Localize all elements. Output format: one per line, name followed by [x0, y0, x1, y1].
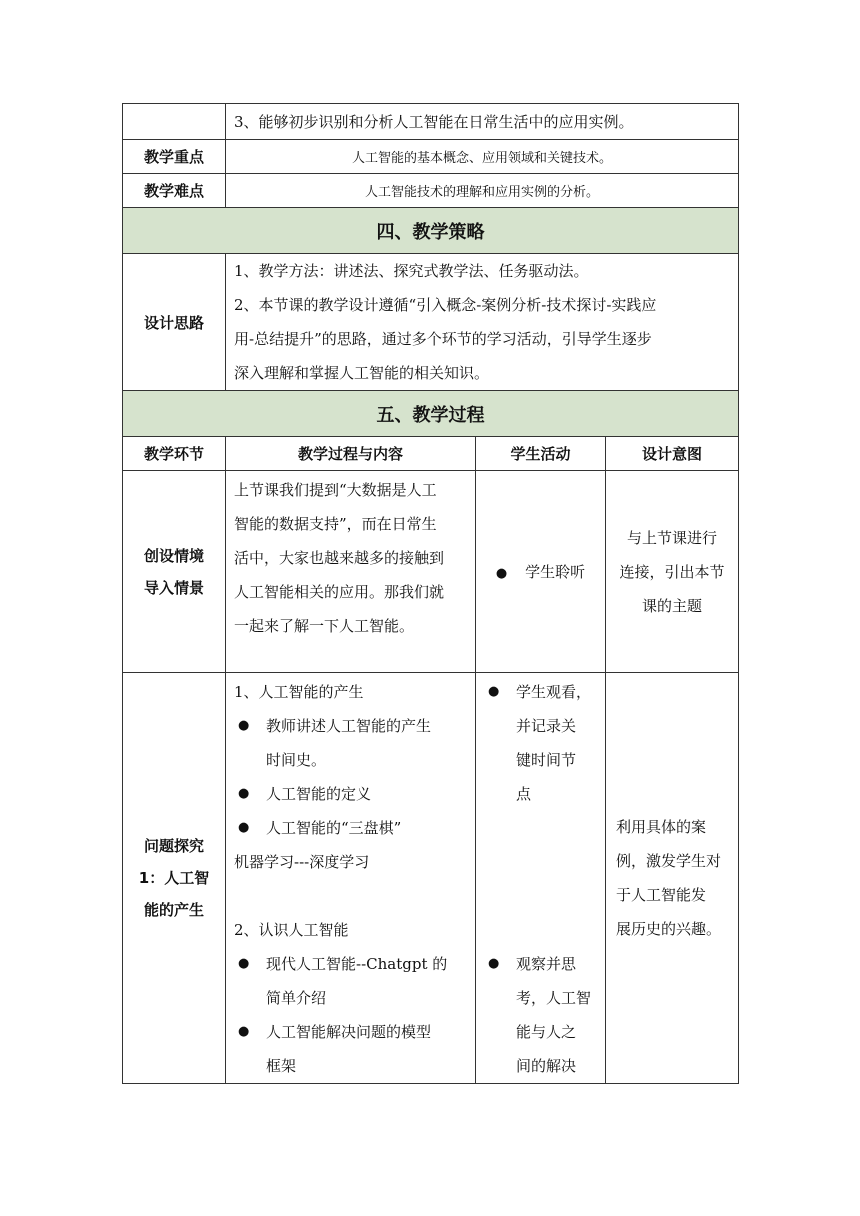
- process-row-intro: [123, 471, 739, 673]
- explore-stage-line-3: 能的产生: [143, 901, 204, 919]
- explore-bullet-1: [234, 709, 469, 777]
- difficulties-value: 人工智能技术的理解和应用实例的分析。: [226, 174, 739, 208]
- explore-content-cell: [226, 673, 476, 1084]
- explore-content-line-ml: 机器学习---深度学习: [234, 853, 370, 871]
- explore-bullet-5: [234, 1015, 469, 1083]
- explore-bullet-5-line-1: ● 人工智能解决问题的模型: [266, 1023, 432, 1041]
- explore-stage-line-2: 1：人工智: [138, 869, 210, 887]
- design-rationale-label: 设计思路: [123, 254, 226, 391]
- spacer: [234, 879, 469, 913]
- intro-stage-line-1: 创设情境: [143, 546, 204, 565]
- rationale-line-2: 2、本节课的教学设计遵循“引入概念-案例分析-技术探讨-实践应: [234, 296, 657, 314]
- explore-bullet-5-line-2: 框架: [266, 1057, 297, 1075]
- explore-activity-2-line-1: ● 观察并思: [516, 955, 577, 973]
- explore-bullet-3: ● 人工智能的“三盘棋”: [234, 811, 469, 845]
- explore-bullet-2: ● 人工智能的定义: [234, 777, 469, 811]
- intro-stage-line-2: 导入情景: [143, 578, 204, 597]
- design-rationale-content: [226, 254, 739, 391]
- explore-activity-1-line-3: 键时间节: [516, 751, 577, 769]
- explore-bullet-4: [234, 947, 469, 1015]
- key-points-row: [123, 140, 739, 174]
- explore-activity-1-line-4: 点: [516, 785, 532, 803]
- rationale-line-3: 用-总结提升”的思路，通过多个环节的学习活动，引导学生逐步: [234, 330, 652, 348]
- intro-content-line-4: 人工智能相关的应用。那我们就: [234, 583, 445, 601]
- intro-activity-cell: [476, 471, 606, 673]
- key-points-label: 教学重点: [123, 140, 226, 174]
- lesson-plan-table: [122, 103, 739, 1084]
- explore-content-heading-1: 1、人工智能的产生: [234, 683, 364, 701]
- objectives-row: [123, 104, 739, 140]
- explore-activity-1: [484, 675, 599, 811]
- explore-intent-line-1: 利用具体的案: [616, 818, 707, 836]
- header-stage: 教学环节: [123, 437, 226, 471]
- explore-stage-cell: [123, 673, 226, 1084]
- rationale-line-4: 深入理解和掌握人工智能的相关知识。: [234, 364, 490, 382]
- intro-intent-line-1: 与上节课进行: [627, 528, 718, 547]
- intro-intent-line-2: 连接，引出本节: [619, 562, 725, 581]
- intro-content-cell: [226, 471, 476, 673]
- intro-content-line-5: 一起来了解一下人工智能。: [234, 617, 415, 635]
- header-intent: 设计意图: [606, 437, 739, 471]
- explore-activity-2: [484, 947, 599, 1083]
- intro-content-line-1: 上节课我们提到“大数据是人工: [234, 481, 437, 499]
- explore-bullet-4-line-1: ● 现代人工智能--Chatgpt 的: [266, 955, 448, 973]
- process-column-headers: [123, 437, 739, 471]
- intro-intent-line-3: 课的主题: [642, 596, 703, 615]
- explore-bullet-1-line-1: ● 教师讲述人工智能的产生: [266, 717, 432, 735]
- explore-activity-cell: [476, 673, 606, 1084]
- section4-title: 四、教学策略: [123, 208, 739, 254]
- design-rationale-row: [123, 254, 739, 391]
- explore-activity-2-line-4: 间的解决: [516, 1057, 577, 1075]
- section4-header-row: [123, 208, 739, 254]
- explore-stage-line-1: 问题探究: [143, 837, 204, 855]
- explore-intent-line-2: 例，激发学生对: [616, 852, 722, 870]
- explore-content-heading-2: 2、认识人工智能: [234, 921, 349, 939]
- spacer: [484, 811, 599, 947]
- explore-intent-cell: [606, 673, 739, 1084]
- objectives-label-cell: [123, 104, 226, 140]
- explore-activity-1-line-1: ● 学生观看，: [516, 683, 592, 701]
- explore-intent-line-3: 于人工智能发: [616, 886, 707, 904]
- intro-activity: ● 学生聆听: [476, 561, 605, 582]
- key-points-value: 人工智能的基本概念、应用领域和关键技术。: [226, 140, 739, 174]
- header-activity: 学生活动: [476, 437, 606, 471]
- difficulties-label: 教学难点: [123, 174, 226, 208]
- intro-stage-cell: [123, 471, 226, 673]
- section5-title: 五、教学过程: [123, 391, 739, 437]
- process-row-explore: [123, 673, 739, 1084]
- intro-content-line-2: 智能的数据支持”，而在日常生: [234, 515, 437, 533]
- intro-intent-cell: [606, 471, 739, 673]
- intro-content-line-3: 活中，大家也越来越多的接触到: [234, 549, 445, 567]
- explore-activity-2-line-3: 能与人之: [516, 1023, 577, 1041]
- explore-bullet-4-line-2: 简单介绍: [266, 989, 327, 1007]
- explore-activity-1-line-2: 并记录关: [516, 717, 577, 735]
- header-content: 教学过程与内容: [226, 437, 476, 471]
- explore-intent-line-4: 展历史的兴趣。: [616, 920, 722, 938]
- section5-header-row: [123, 391, 739, 437]
- explore-bullet-1-line-2: 时间史。: [266, 751, 327, 769]
- objective-item-3: 3、能够初步识别和分析人工智能在日常生活中的应用实例。: [226, 104, 739, 140]
- explore-activity-2-line-2: 考，人工智: [516, 989, 592, 1007]
- difficulties-row: [123, 174, 739, 208]
- rationale-line-1: 1、教学方法：讲述法、探究式教学法、任务驱动法。: [234, 262, 589, 280]
